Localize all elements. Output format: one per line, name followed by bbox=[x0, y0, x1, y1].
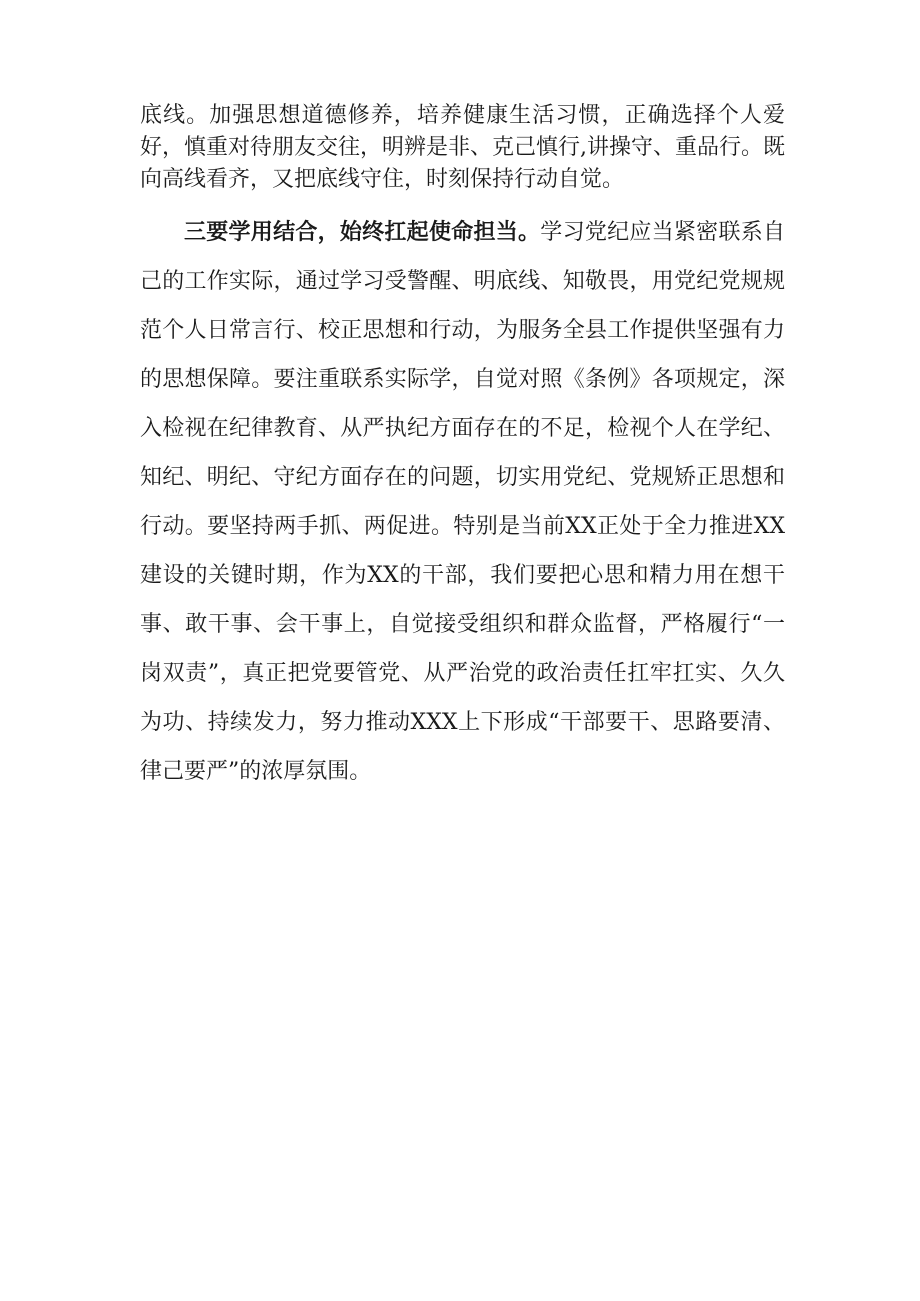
paragraph-1 bbox=[140, 100, 785, 196]
document-page bbox=[140, 100, 785, 796]
paragraph-1-text: 底线。加强思想道德修养，培养健康生活习惯，正确选择个人爱好，慎重对待朋友交往，明辨是非、克己慎行,讲操守、重品行。既向高线看齐，又把底线守住，时刻保持行动自觉。 bbox=[140, 103, 785, 192]
paragraph-2-text: 学习党纪应当紧密联系自己的工作实际，通过学习受警醒、明底线、知敬畏，用党纪党规规范个人日常言行、校正思想和行动，为服务全县工作提供坚强有力的思想保障。要注重联系实际学，自觉对照《条例》各项规定，深入检视在纪律教育、从严执纪方面存在的不足，检视个人在学纪、知纪、明纪、守纪方面存在的问题，切实用党纪、党规矫正思想和行动。要坚持两手抓、两促进。特别是当前XX正处于全力推进XX建设的关键时期，作为XX的干部，我们要把心思和精力用在想干事、敢干事、会干事上，自觉接受组织和群众监督，严格履行“一岗双责”，真正把党要管党、从严治党的政治责任扛牢扛实、久久为功、持续发力，努力推动XXX上下形成“干部要干、思路要清、律己要严”的浓厚氛围。 bbox=[140, 220, 785, 784]
paragraph-2-heading: 三要学用结合，始终扛起使命担当。 bbox=[184, 220, 541, 245]
paragraph-2 bbox=[140, 208, 785, 796]
